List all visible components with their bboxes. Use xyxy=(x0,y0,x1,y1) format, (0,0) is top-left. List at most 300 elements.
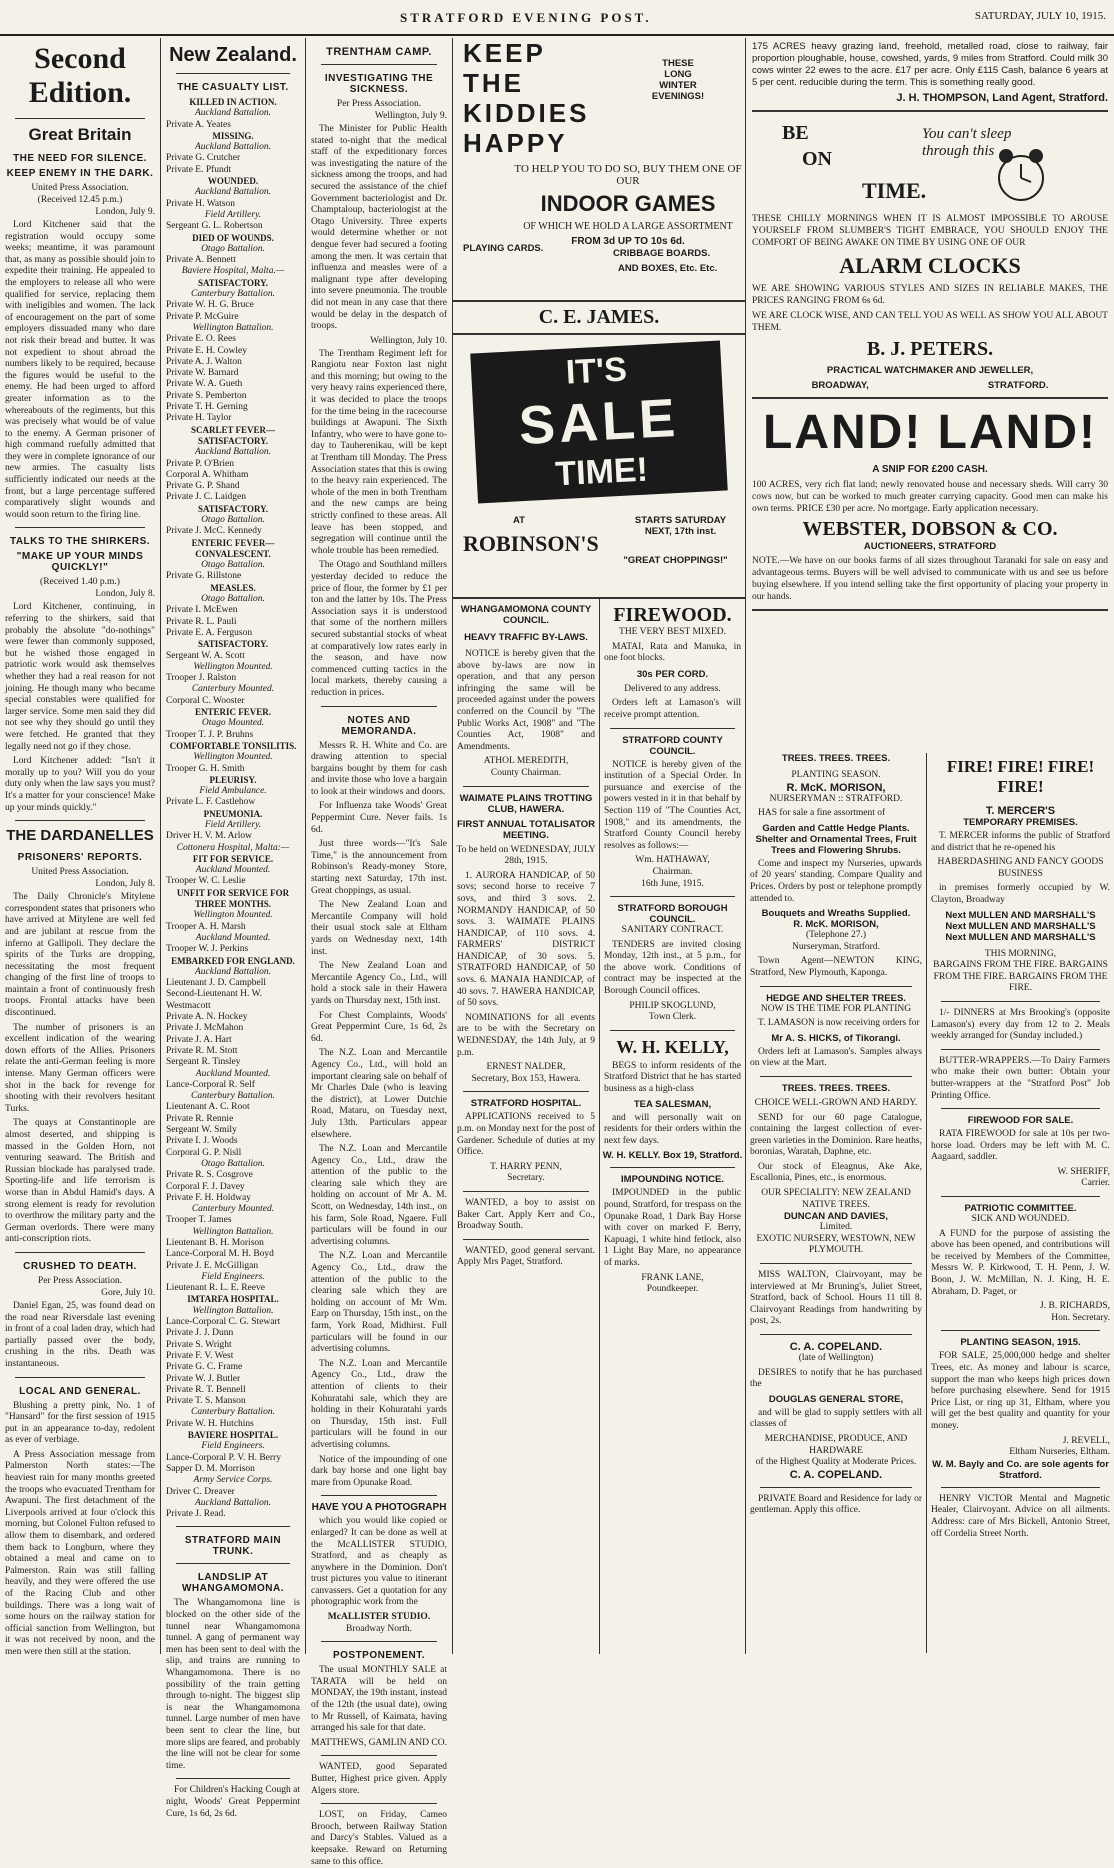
note-item: For Chest Complaints, Woods' Great Peppermint Cure, 1s 6d, 2s 6d. xyxy=(311,1010,447,1044)
ad-subtitle: NOW IS THE TIME FOR PLANTING xyxy=(760,1003,912,1014)
column-4-left xyxy=(453,598,599,1272)
newspaper-title: STRATFORD EVENING POST. xyxy=(400,10,652,25)
ad-text: of the Highest Quality at Moderate Prices. xyxy=(755,1457,917,1468)
ad-location: Next MULLEN AND MARSHALL'S xyxy=(945,920,1096,932)
race-list: 1. AURORA HANDICAP, of 50 sovs; second horse to receive 7 sovs, and third 3 sovs. 2. NORMANDY HANDICAP, of 50 sovs. 3. WAIMATE PLAINS HANDICAP, of 110 sovs. 4. FARMERS' DISTRICT HANDICAP, of 30 sovs. 5. STRATFORD HANDICAP, of 50 sovs. 6. MANAIA HANDICAP, of 40 sovs. 7. HAWERA HANDICAP, of 50 sovs. xyxy=(457,870,595,1009)
be-on-time-header xyxy=(752,118,1108,210)
sale-start: STARTS SATURDAY NEXT, 17th inst. xyxy=(634,515,727,537)
classified-ad: LOST, on Friday, Cameo Brooch, between Railway Station and Darcy's Stables. Valued as a keepsake. Reward on Returning same to this office. xyxy=(311,1810,447,1867)
casualty-line: Private J. McC. Kennedy xyxy=(166,526,262,537)
casualty-line: Lieutenant B. H. Morison xyxy=(166,1237,264,1248)
casualty-line: Private E. Pfundt xyxy=(166,164,232,175)
town: STRATFORD. xyxy=(987,380,1049,391)
notice-body: A FUND for the purpose of assisting the above has been opened, and contributions will be received by Members of the Committee, Messrs W. P. Kirkwood, T. H. Penn, J. W. Boon, J. W. McMillan, N. J. King, H. E. Abraham, D. Paget, or xyxy=(931,1228,1110,1297)
james-signature xyxy=(453,302,745,335)
signature-title: Chairman. xyxy=(652,866,693,877)
dateline: Wellington, July 10. xyxy=(370,335,447,346)
casualty-line: SATISFACTORY. xyxy=(197,639,269,650)
advertisement: which you would like copied or enlarged? It can be done as well at the McALLISTER STUDIO, Stratford, and as cheaply as anywhere in the Dominion. Don't trust pictures you value to itinerant canvassers. Get a quotation for any photographic work from the xyxy=(311,1516,447,1608)
casualty-line: Lieutenant A. C. Root xyxy=(166,1102,250,1113)
casualty-line: Sergeant G. L. Robertson xyxy=(166,221,263,232)
casualty-line: Otago Battalion. xyxy=(201,594,265,605)
casualty-line: Private F. H. Holdway xyxy=(166,1192,251,1203)
ad-subtitle: TEA SALESMAN, xyxy=(633,1098,712,1110)
merchant-phone: (Telephone 27.) xyxy=(805,930,866,941)
merchant-suffix: Limited. xyxy=(819,1222,853,1233)
ad-body: in premises formerly occupied by W. Clayton, Broadway xyxy=(931,883,1110,905)
merchant-name: T. MERCER'S xyxy=(985,805,1056,817)
classified-ad: WANTED, a boy to assist on Baker Cart. Apply Kerr and Co., Broadway South. xyxy=(457,1197,595,1232)
column-4 xyxy=(453,38,745,1654)
signature: J. REVELL, xyxy=(1062,1435,1110,1446)
ad-body: Town Agent—NEWTON KING, Stratford, New Plymouth, Kaponga. xyxy=(750,956,922,978)
casualty-line: Private J. Read. xyxy=(166,1509,226,1520)
ad-location: Next MULLEN AND MARSHALL'S xyxy=(945,909,1096,921)
classified-ad: HENRY VICTOR Mental and Magnetic Healer, Clairvoyant. Advice on all ailments. Address: care of Mrs Bickell, Antonio Street, off Cordelia Street North. xyxy=(931,1493,1110,1539)
casualty-line: Trooper A. H. Marsh xyxy=(166,921,246,932)
casualty-line: Sergeant W. A. Scott xyxy=(166,650,245,661)
merchant-address xyxy=(752,380,1108,391)
merchant-trade: NURSERYMAN :: STRATFORD. xyxy=(769,793,903,804)
ad-headline: FIREWOOD FOR SALE. xyxy=(967,1115,1074,1127)
merchant-trade: Nurseryman, Stratford. xyxy=(792,941,880,952)
ad-note: W. M. Bayly and Co. are sole agents for Stratford. xyxy=(932,1458,1109,1481)
casualty-line: Private W. J. Butler xyxy=(166,1373,241,1384)
casualty-line: Private R. M. Stott xyxy=(166,1045,238,1056)
classified-ad: WANTED, good general servant. Apply Mrs Paget, Stratford. xyxy=(457,1245,595,1268)
casualty-line: Auckland Mounted. xyxy=(195,865,271,876)
casualty-line: Corporal G. P. Nisll xyxy=(166,1147,242,1158)
ad-text: Delivered to any address. xyxy=(624,683,721,694)
casualty-line: PNEUMONIA. xyxy=(203,808,263,819)
games-advertisement xyxy=(453,38,745,302)
casualty-line: Cottonera Hospital, Malta:— xyxy=(176,842,290,853)
signature: T. HARRY PENN, xyxy=(490,1161,562,1172)
advertisement: For Children's Hacking Cough at night, Woods' Great Peppermint Cure, 1s 6d, 2s 6d. xyxy=(166,1785,300,1819)
headline: TALKS TO THE SHIRKERS. xyxy=(9,536,151,548)
casualty-line: Trooper T. James xyxy=(166,1215,232,1226)
casualty-line: KILLED IN ACTION. xyxy=(189,97,277,107)
issue-date: SATURDAY, JULY 10, 1915. xyxy=(974,10,1106,22)
notice-title: IMPOUNDING NOTICE. xyxy=(621,1174,724,1186)
credit: Per Press Association. xyxy=(37,1275,123,1286)
casualty-line: Private J. E. McGilligan xyxy=(166,1260,259,1271)
casualty-line: Private E. H. Cowley xyxy=(166,345,248,356)
notice-subtitle: HEAVY TRAFFIC BY-LAWS. xyxy=(464,632,588,643)
classified-ad: MISS WALTON, Clairvoyant, may be interviewed at Mr Bruning's, Juliet Street, Stratford, back of School. Hours 11 till 8. Clairvoyant Readings from handwriting by post, 2s. xyxy=(750,1270,922,1327)
article-body: The Otago and Southland millers yesterday decided to reduce the price of flour, the former by £1 per ton and the latter by 10s. The Press Association says it is understood that some of the northern millers secured substantial stocks of wheat at comparatively low rates early in the season, and have now commenced cutting tactics in the local markets, thereby causing a reduction in prices. xyxy=(311,560,447,698)
casualty-line: Wellington Mounted. xyxy=(193,910,273,921)
headline: PRISONERS' REPORTS. xyxy=(17,852,143,864)
merchant-trade: PRACTICAL WATCHMAKER AND JEWELLER, xyxy=(826,365,1034,376)
ad-headline-word: HAPPY xyxy=(463,128,568,158)
ad-body: NOTE.—We have on our books farms of all sizes throughout Taranaki for sale on easy and advantageous terms. Buyers will be well advised to communicate with us and see us before buying elsewhere. If you intend selling take the first opportunity of placing your property in our hands. xyxy=(752,556,1108,602)
note-item: The New Zealand Loan and Mercantile Agency Co., Ltd., will hold a stock sale in their Hawera yards on Thursday next, 15th inst. xyxy=(311,961,447,1006)
casualty-line: Trooper G. H. Smith xyxy=(166,763,245,774)
casualty-line: Private R. Rennie xyxy=(166,1113,234,1124)
casualty-line: Trooper J. Ralston xyxy=(166,673,237,684)
casualty-line: DIED OF WOUNDS. xyxy=(192,232,274,243)
casualty-line: Private W. Barnard xyxy=(166,368,239,379)
ad-banner: TREES. TREES. TREES. xyxy=(781,1082,891,1094)
notes-list xyxy=(311,741,447,1490)
article-body: The Trentham Regiment left for Rangiotu near Foxton last night and this morning; but owing to the very heavy rains experienced there, it was decided to place the troops for the time being in the racecourse buildings at Awapuni. The Sixth Infantry, who were to have gone to-day to Tauherenikau, will be kept at Trentham till Monday. The Press Association states that this is owing to the heavy rain experienced. The whole of the men in both Trentham and the new camps are being strictly confined to these areas. All leave has been stopped, and segregation will continue until the whole trouble has been remedied. xyxy=(311,348,447,556)
casualty-line: Driver H. V. M. Arlow xyxy=(166,831,252,842)
casualty-line: SATISFACTORY. xyxy=(197,503,269,514)
casualty-line: Army Service Corps. xyxy=(193,1475,273,1486)
casualty-line: Field Engineers. xyxy=(201,1271,265,1282)
casualty-line: Private J. C. Laidgen xyxy=(166,492,246,503)
casualty-line: COMFORTABLE TONSILITIS. xyxy=(169,740,297,751)
ad-body: WE ARE SHOWING VARIOUS STYLES AND SIZES IN RELIABLE MAKES, THE PRICES RANGING FROM 6s 6d. xyxy=(752,284,1108,306)
ad-body: Orders left at Lamason's will receive prompt attention. xyxy=(604,698,741,720)
ad-item: PLAYING CARDS. xyxy=(463,243,544,254)
section-title: Great Britain xyxy=(28,125,132,144)
dateline: London, July 8. xyxy=(95,879,155,890)
ad-body: RATA FIREWOOD for sale at 10s per two-horse load. Orders may be left with M. C. Aagaard, saddler. xyxy=(931,1129,1110,1163)
ad-banner: FIRE! FIRE! FIRE! FIRE! xyxy=(946,757,1095,796)
ad-subtitle: PLANTING SEASON. xyxy=(791,770,881,780)
ad-subtitle: THIS MORNING, xyxy=(984,948,1057,959)
casualty-line: Baviere Hospital, Malta.— xyxy=(181,266,285,277)
casualty-line: Private P. O'Brien xyxy=(166,458,234,469)
store-name: ROBINSON'S xyxy=(463,531,599,556)
casualty-line: SCARLET FEVER—SATISFACTORY. xyxy=(190,424,276,446)
casualty-line: Private A. Yeates xyxy=(166,119,231,130)
casualty-line: Private J. J. Dunn xyxy=(166,1328,234,1339)
casualty-line: Otago Battalion. xyxy=(201,243,265,254)
ad-body: T. MERCER informs the public of Stratford and district that he re-opened his xyxy=(931,831,1110,853)
ad-title: HAVE YOU A PHOTOGRAPH xyxy=(311,1502,447,1514)
ad-body: HAS for sale a fine assortment of xyxy=(758,808,886,819)
merchant-name: R. McK. MORISON, xyxy=(786,781,886,794)
notice-subtitle: SANITARY CONTRACT. xyxy=(621,925,724,936)
casualty-line: Wellington Battalion. xyxy=(192,322,274,333)
dateline: Wellington, July 9. xyxy=(374,111,447,121)
store-name: DOUGLAS GENERAL STORE, xyxy=(768,1393,904,1405)
ad-script: You can't sleep through this xyxy=(922,126,1012,159)
casualty-list xyxy=(166,97,300,1520)
casualty-line: Private I. J. Woods xyxy=(166,1136,238,1147)
casualty-line: Sapper D. M. Morrison xyxy=(166,1463,255,1474)
ad-body: BEGS to inform residents of the Stratford District that he has started business as a high-class xyxy=(604,1060,741,1095)
article-body: Daniel Egan, 25, was found dead on the road near Riversdale last evening in front of a coal laden dray, which had partially passed over the body, crushing in the ribs. Death was instantaneous. xyxy=(5,1300,155,1369)
signature: Wm. HATHAWAY, xyxy=(635,855,710,866)
casualty-line: Field Engineers. xyxy=(201,1441,265,1452)
ad-body: Orders left at Lamason's. Samples always on view at the Mart. xyxy=(750,1046,922,1069)
ad-product: ALARM CLOCKS xyxy=(839,253,1021,278)
signature: PHILIP SKOGLUND, xyxy=(629,1000,716,1011)
casualty-line: ENTERIC FEVER. xyxy=(194,707,271,718)
ad-word: EVENINGS! xyxy=(651,91,705,102)
casualty-line: IMTARFA HOSPITAL. xyxy=(187,1294,279,1305)
casualty-line: Canterbury Mounted. xyxy=(191,1204,275,1215)
ad-product: INDOOR GAMES xyxy=(540,191,716,216)
casualty-line: Lance-Corporal R. Self xyxy=(166,1079,255,1090)
dateline: London, July 9. xyxy=(95,207,155,217)
ad-body: SEND for our 60 page Catalogue, containing the largest collection of ever-green varieties in the Dominion. Rare heaths, boronias, Waratah, Daphne, etc. xyxy=(750,1112,923,1158)
signature-title: County Chairman. xyxy=(490,767,562,778)
ad-body: THESE CHILLY MORNINGS WHEN IT IS ALMOST IMPOSSIBLE TO AROUSE YOURSELF FROM SLUMBER'S TIGHT EMBRACE, YOU SHOULD ENJOY THE COMFORT OF BEING AWAKE ON TIME BY USING ONE OF OUR xyxy=(752,214,1108,248)
merchant-address: EXOTIC NURSERY, WESTOWN, NEW PLYMOUTH. xyxy=(756,1233,916,1256)
ad-body: 100 ACRES, very rich flat land; newly renovated house and necessary sheds. Will carry 30 cows now, but can be worked to much greater carrying capacity. Good men can make his own terms. PRICE £30 per acre. No mortgage. Early application necessary. xyxy=(752,480,1108,514)
casualty-line: Private S. Wright xyxy=(166,1339,232,1350)
casualty-line: Auckland Battalion. xyxy=(195,966,271,977)
casualty-line: Auckland Mounted. xyxy=(195,932,271,943)
casualty-line: SATISFACTORY. xyxy=(197,277,269,288)
note-item: Notice of the impounding of one dark bay horse and one light bay mare from Opunake Road. xyxy=(311,1454,447,1488)
ad-subtitle: THE VERY BEST MIXED. xyxy=(619,627,726,637)
casualty-line: Auckland Battalion. xyxy=(195,447,271,458)
sale-at: AT xyxy=(513,515,525,526)
casualty-line: Private A. N. Hockey xyxy=(166,1012,248,1023)
ad-location: Next MULLEN AND MARSHALL'S xyxy=(945,931,1096,943)
signature: ERNEST NALDER, xyxy=(486,1062,566,1073)
dateline: London, July 8. xyxy=(95,589,155,600)
ad-headline: W. H. KELLY, xyxy=(616,1036,729,1057)
headline: POSTPONEMENT. xyxy=(332,1650,426,1662)
land-banner: LAND! LAND! xyxy=(763,406,1097,459)
article-body: Lord Kitchener, continuing, in referring to the shirkers, said that probably the absolute "do-nothings" were fewer than commonly supposed, but he wished those engaged in patriotic work would ask themselves whether they had a real reason for not joining. He though many who became special constables were qualified for larger service. Some men said they did not see why they should go until they were fetched. He granted that they legally need not go if they chose. xyxy=(5,602,155,752)
casualty-line: Second-Lieutenant H. W. Westmacott xyxy=(166,989,263,1011)
ad-signature: J. H. THOMPSON, Land Agent, Stratford. xyxy=(896,92,1108,104)
casualty-line: Private T. H. Gerning xyxy=(166,402,248,413)
headline: STRATFORD MAIN TRUNK. xyxy=(184,1535,282,1558)
casualty-line: Private R. L. Pauli xyxy=(166,616,237,627)
note-item: Just three words—"It's Sale Time," is the announcement from Robinson's Ready-money Store, starting next Saturday, 17th inst. Great choppings, as usual. xyxy=(311,839,447,896)
casualty-line: Canterbury Mounted. xyxy=(191,684,275,695)
signature: ATHOL MEREDITH, xyxy=(483,756,569,767)
ad-text: OF WHICH WE HOLD A LARGE ASSORTMENT xyxy=(523,221,733,232)
casualty-line: Private T. S. Manson xyxy=(166,1396,246,1407)
casualty-line: Private J. McMahon xyxy=(166,1023,244,1034)
casualty-line: Lance-Corporal P. V. H. Berry xyxy=(166,1452,281,1463)
subheadline: KEEP ENEMY IN THE DARK. xyxy=(6,168,154,179)
note-item: Messrs R. H. White and Co. are drawing attention to special bargains bought by them for cash and invite those who love a bargain to look at their windows and doors. xyxy=(311,740,447,797)
ad-text: TO HELP YOU TO DO SO, BUY THEM ONE OF OUR xyxy=(514,163,742,187)
merchant-name: C. E. JAMES. xyxy=(538,306,660,328)
merchant-trade: AUCTIONEERS, STRATFORD xyxy=(863,541,997,552)
ad-headline: HEDGE AND SHELTER TREES. xyxy=(766,992,906,1004)
casualty-line: Otago Battalion. xyxy=(201,1158,265,1169)
casualty-line: Private W. A. Gueth xyxy=(166,379,243,390)
casualty-line: Auckland Battalion. xyxy=(195,1497,271,1508)
street: BROADWAY, xyxy=(811,380,869,391)
notice-subtitle: SICK AND WOUNDED. xyxy=(971,1214,1070,1225)
casualty-line: Otago Battalion. xyxy=(201,560,265,571)
signature: W. H. KELLY. Box 19, Stratford. xyxy=(602,1150,743,1162)
casualty-line: Lance-Corporal M. H. Boyd xyxy=(166,1249,274,1260)
ad-body: WE ARE CLOCK WISE, AND CAN TELL YOU AS WELL AS SHOW YOU ALL ABOUT THEM. xyxy=(752,311,1108,333)
casualty-line: Private A. Bennett xyxy=(166,255,236,266)
casualty-line: Private P. McGuire xyxy=(166,311,239,322)
article-body: The Whangamomona line is blocked on the other side of the tunnel near Whangamomona tunnel. A gang of permanent way men has been sent to deal with the slip, and trains are running to Whangamomona. There is no possibility of the train getting through to-night. The biggest slip is near the Whangamomona tunnel. Large number of men have been sent to clear the line, but more slips are feared, and probably the line will not be clear for some time. xyxy=(166,1598,301,1771)
casualty-line: Otago Mounted. xyxy=(201,718,265,729)
casualty-line: Auckland Mounted. xyxy=(195,1068,271,1079)
notice-body: IMPOUNDED in the public pound, Stratford, for trespass on the Opunake Road, 1 Dark Bay Horse with cover on marked F. Berry, Kapuagi, 1 white hind fetlock, also 1 Light Bay Mare, no appearance of marks. xyxy=(604,1188,741,1268)
headline: TRENTHAM CAMP. xyxy=(326,46,432,58)
ad-headline: PLANTING SEASON, 1915. xyxy=(960,1337,1081,1349)
signature-title: Hon. Secretary. xyxy=(1051,1312,1110,1323)
casualty-line: FIT FOR SERVICE. xyxy=(192,853,274,864)
sale-word: SALE xyxy=(517,387,681,457)
ad-headline-word: THE xyxy=(463,68,524,98)
classified-ad: BUTTER-WRAPPERS.—To Dairy Farmers who make their own butter: Obtain your butter-wrappers at the "Stratford Post" Job Printing Office. xyxy=(931,1055,1110,1101)
classified-ad: WANTED, good Separated Butter, Highest price given. Apply Algers store. xyxy=(311,1762,447,1796)
casualty-line: Sergeant W. Smily xyxy=(166,1125,237,1136)
sale-banner xyxy=(470,341,728,504)
note-item: The N.Z. Loan and Mercantile Agency Co., Ltd., draw the attention of the public to the clearing sale which they are holding on account of Mr A. M. Scott, on Wednesday, 14th inst., on his farm, Sole Road, Ngaere. Full particulars will be found in our advertising columns. xyxy=(311,1144,447,1247)
classified-ad: PRIVATE Board and Residence for lady or gentleman. Apply this office. xyxy=(750,1493,922,1516)
headline: THE CASUALTY LIST. xyxy=(177,82,289,93)
ad-products: HABERDASHING AND FANCY GOODS BUSINESS xyxy=(937,857,1104,879)
casualty-line: Sergeant R. Tinsley xyxy=(166,1057,241,1068)
casualty-line: Lieutenant J. D. Campbell xyxy=(166,978,266,989)
article-body: The Daily Chronicle's Mitylene correspondent states that prisoners who have arrived at Mitylene are well fed and are jubilant at rescue from the inferno at Gallipoli. They declare the spirits of the Turks are dropping, necessitating the most frequent changing of the first line of troops to maintain a front of continuously fresh troops. Frontal attacks have been discontinued. xyxy=(5,892,155,1019)
ad-headline-word: KEEP xyxy=(463,38,546,68)
notice-title: PATRIOTIC COMMITTEE. xyxy=(964,1203,1077,1215)
ad-subtitle: CHOICE WELL-GROWN AND HARDY. xyxy=(754,1097,918,1108)
casualty-line: Private E. O. Rees xyxy=(166,334,236,345)
casualty-line: Private G. P. Shand xyxy=(166,481,240,492)
casualty-line: Field Ambulance. xyxy=(199,786,267,797)
column-4-right xyxy=(600,598,745,1296)
signature-title: Poundkeeper. xyxy=(646,1284,699,1295)
casualty-line: Corporal A. Whitham xyxy=(166,469,249,480)
ad-highlight: Mr A. S. HICKS, of Tikorangi. xyxy=(771,1032,901,1044)
column-5-left xyxy=(746,753,926,1520)
notice-title: STRATFORD COUNTY COUNCIL. xyxy=(622,734,723,757)
ad-body: MATAI, Rata and Manuka, in one foot blocks. xyxy=(604,641,741,664)
note-item: The N.Z. Loan and Mercantile Agency Co., Ltd., draw the attention of clients to their Kohuratahi sale, which they are holding in their Kohuratahi yards on Thursday, 15th inst. Full particulars will be found in our advertising columns. xyxy=(311,1358,447,1450)
article-body: Lord Kitchener added: "Isn't it morally up to you? Will you do your duty only when the law says you must? It's a matter for your conscience! Make up your minds quickly." xyxy=(5,756,155,813)
classified-ad: 1/- DINNERS at Mrs Brooking's (opposite Lamason's) every day from 12 to 2. Meals weekly arranged for (Sunday included.) xyxy=(931,1007,1110,1042)
casualty-line: Field Artillery. xyxy=(204,820,262,830)
ad-banner: TREES. TREES. TREES. xyxy=(781,753,891,764)
column-5 xyxy=(746,38,1114,1654)
headline: CRUSHED TO DEATH. xyxy=(23,1260,137,1272)
property-ad: 175 ACRES heavy grazing land, freehold, metalled road, close to railway, fair proportion ploughable, house, cowshed, yards, 9 miles from Stratford. Could milk 30 cows winter 22 ewes to the acre. £17 per acre. Only £115 Cash, balance 6 years at 5 per cent. reducible during the term. This is something really good. xyxy=(752,41,1108,88)
ad-body: Our stock of Eleagnus, Ake Ake, Escallonia, Pines, etc., is enormous. xyxy=(750,1161,922,1184)
ad-products: MERCHANDISE, PRODUCE, AND HARDWARE xyxy=(764,1433,908,1456)
section-title: THE DARDANELLES xyxy=(6,827,154,845)
signature-title: Carrier. xyxy=(1081,1178,1110,1189)
credit: Per Press Association. xyxy=(336,99,422,109)
casualty-line: Auckland Battalion. xyxy=(195,142,271,153)
casualty-line: Private H. Taylor xyxy=(166,413,232,424)
article-body: The number of prisoners is an excellent indication of the wearing down efforts of the Allies. Prisoners relate the anti-German feeling is more intense. Many German officers were shot in the back for revenge for shooting with their revolvers hesitant Turks. xyxy=(5,1022,155,1114)
notice-title: STRATFORD BOROUGH COUNCIL. xyxy=(617,903,728,926)
ad-products: Garden and Cattle Hedge Plants. Shelter and Ornamental Trees, Fruit Trees and Flowering Shrubs. xyxy=(755,822,917,856)
notice-title: STRATFORD HOSPITAL. xyxy=(470,1098,582,1110)
casualty-line: Private W. H. G. Bruce xyxy=(166,300,254,311)
merchant-name: R. McK. MORISON, xyxy=(793,919,879,931)
casualty-line: Private H. Watson xyxy=(166,198,235,209)
credit: United Press Association. xyxy=(31,183,129,193)
notice-title: WAIMATE PLAINS TROTTING CLUB, HAWERA. xyxy=(459,792,593,815)
article-body: The usual MONTHLY SALE at TARATA will be held on MONDAY, the 19th instant, instead of the 12th (the usual date), owing to Mr Russell, of Kaimata, having arranged his sale for that date. xyxy=(311,1665,447,1734)
casualty-line: Private W. H. Hutchins xyxy=(166,1418,254,1429)
sale-advertisement xyxy=(453,335,745,599)
alarm-clock-icon xyxy=(992,146,1050,204)
subheadline: "MAKE UP YOUR MINDS QUICKLY!" xyxy=(16,551,144,574)
ad-word: BE xyxy=(782,122,809,144)
sale-word: TIME! xyxy=(554,450,649,494)
casualty-line: Private R. S. Cosgrove xyxy=(166,1170,253,1181)
dateline: Gore, July 10. xyxy=(101,1287,155,1298)
casualty-line: Wellington Battalion. xyxy=(192,1226,274,1237)
casualty-line: Auckland Battalion. xyxy=(195,108,271,119)
merchant-name: WEBSTER, DOBSON & CO. xyxy=(802,518,1058,540)
notice-title: WHANGAMOMONA COUNTY COUNCIL. xyxy=(460,604,592,626)
casualty-line: Lance-Corporal C. G. Stewart xyxy=(166,1317,281,1328)
article-body: Blushing a pretty pink, No. 1 of "Hansard" for the first session of 1915 put in an appearance to-day, redolent as ever of verbiage. xyxy=(5,1400,155,1446)
casualty-line: Private I. McEwen xyxy=(166,605,238,616)
notice-body: NOTICE is hereby given of the institution of a Special Order. In pursuance and exercise of the powers vested in it in that behalf by Section 119 of "The Counties Act, 1908," and its amendments, the Stratford County Council hereby resolves as follows:— xyxy=(604,759,741,851)
casualty-line: Private L. F. Castlehow xyxy=(166,797,256,808)
article-body: The Minister for Public Health stated to-night that the medical staff of the expeditionary forces was investigating the nature of the sickness among the troops, and had secured the assistance of the chief Government bacteriologist and Dr. Champtaloup, bacteriologist at the Otago University. Three experts would determine whether or not dengue fever had secured a footing among the men. It was certain that influenza and measles were of a malignant type after developing into severe pneumonia. The trouble did not mean in any case that there would be delay in the despatch of troops. xyxy=(311,124,447,332)
ad-address: Broadway North. xyxy=(346,1623,412,1634)
ad-word: LONG xyxy=(664,69,692,80)
ad-highlight: Bouquets and Wreaths Supplied. xyxy=(761,908,911,920)
casualty-line: Private R. T. Bennell xyxy=(166,1384,246,1395)
column-1 xyxy=(0,38,160,1657)
signature-title: Town Clerk. xyxy=(648,1012,697,1023)
ad-body: and will be glad to supply settlers with all classes of xyxy=(750,1407,922,1430)
casualty-line: Lieutenant R. L. E. Reeve xyxy=(166,1283,265,1294)
ad-item: CRIBBAGE BOARDS. xyxy=(613,248,711,259)
ad-body: FOR SALE, 25,000,000 hedge and shelter Trees, etc. As money and labour is scarce, support the man who keeps high prices down before purchasing elsewhere. Send for 1915 Price List, or ring up 31, Eltham, where you will get the best quality and quantity for your money. xyxy=(931,1351,1110,1431)
article-body: The quays at Constantinople are almost deserted, and shipping is massed in the Golden Horn, not venturing seaward. The British and Russian blockade has paralysed trade. Sporting-life and life terrorism is worse than in Abdul Hamid's days. A strong element is ready for revolution to overthrow the military party and the German overlords. There were many anti-conscription riots. xyxy=(5,1118,155,1245)
subheadline: LANDSLIP AT WHANGAMOMONA. xyxy=(181,1572,285,1595)
casualty-line: Canterbury Battalion. xyxy=(191,1407,275,1418)
casualty-line: Wellington Mounted. xyxy=(193,661,273,672)
merchant-name: B. J. PETERS. xyxy=(866,338,994,360)
casualty-line: EMBARKED FOR ENGLAND. xyxy=(171,955,295,966)
casualty-line: Corporal F. J. Davey xyxy=(166,1181,245,1192)
column-2 xyxy=(161,38,305,1819)
ad-item: AND BOXES, Etc. Etc. xyxy=(618,263,718,274)
ad-price: 30s PER CORD. xyxy=(636,668,709,680)
headline: NOTES AND MEMORANDA. xyxy=(341,714,417,737)
ad-subtitle: TEMPORARY PREMISES. xyxy=(963,817,1078,828)
signature-title: Eltham Nurseries, Eltham. xyxy=(1009,1447,1110,1458)
ad-price: FROM 3d UP TO 10s 6d. xyxy=(571,236,685,247)
sale-word: IT'S xyxy=(564,350,628,392)
casualty-line: WOUNDED. xyxy=(207,176,259,187)
casualty-line: UNFIT FOR SERVICE FOR THREE MONTHS. xyxy=(176,887,290,910)
casualty-line: Trooper W. C. Leslie xyxy=(166,876,246,887)
ad-body: T. LAMASON is now receiving orders for xyxy=(758,1018,920,1029)
signature: FRANK LANE, xyxy=(641,1272,704,1283)
edition-banner: Second Edition. xyxy=(28,42,132,109)
merchant-name: C. A. COPELAND. xyxy=(789,1341,883,1353)
casualty-line: Driver C. Dreaver xyxy=(166,1486,235,1497)
merchant-note: (late of Wellington) xyxy=(798,1353,874,1363)
masthead xyxy=(0,0,1114,36)
casualty-line: ENTERIC FEVER—CONVALESCENT. xyxy=(191,537,275,559)
article-body: A Press Association message from Palmerston North states:—The heaviest rain for many months greeted the troops who evacuated Trentham for Awapuni. The first detachment of the Liverpools arrived at four o'clock this morning, but Colonel Fulton refused to allow them to disembark, and ordered them back to Longburn, where they obtained a meal and came on to Palmerston. Rain was still falling heavily, and they were offered the use of the Racing Club and other buildings. There was a long wait of some hours on the railway station for official sanction from Wellington, but it was not received by noon, and the men were then still at the station. xyxy=(5,1449,155,1657)
casualty-line: Auckland Battalion. xyxy=(195,187,271,198)
sale-slogan: "GREAT CHOPPINGS!" xyxy=(623,555,728,566)
ad-subtitle: A SNIP FOR £200 CASH. xyxy=(872,464,988,475)
note-item: For Influenza take Woods' Great Peppermint Cure. Never fails. 1s 6d. xyxy=(311,801,447,835)
casualty-line: Private G. C. Frame xyxy=(166,1362,243,1373)
casualty-line: Private J. A. Hart xyxy=(166,1034,232,1045)
ad-body: DESIRES to notify that he has purchased the xyxy=(750,1367,922,1390)
headline: LOCAL AND GENERAL. xyxy=(19,1385,141,1397)
casualty-line: Private S. Pemberton xyxy=(166,390,247,401)
